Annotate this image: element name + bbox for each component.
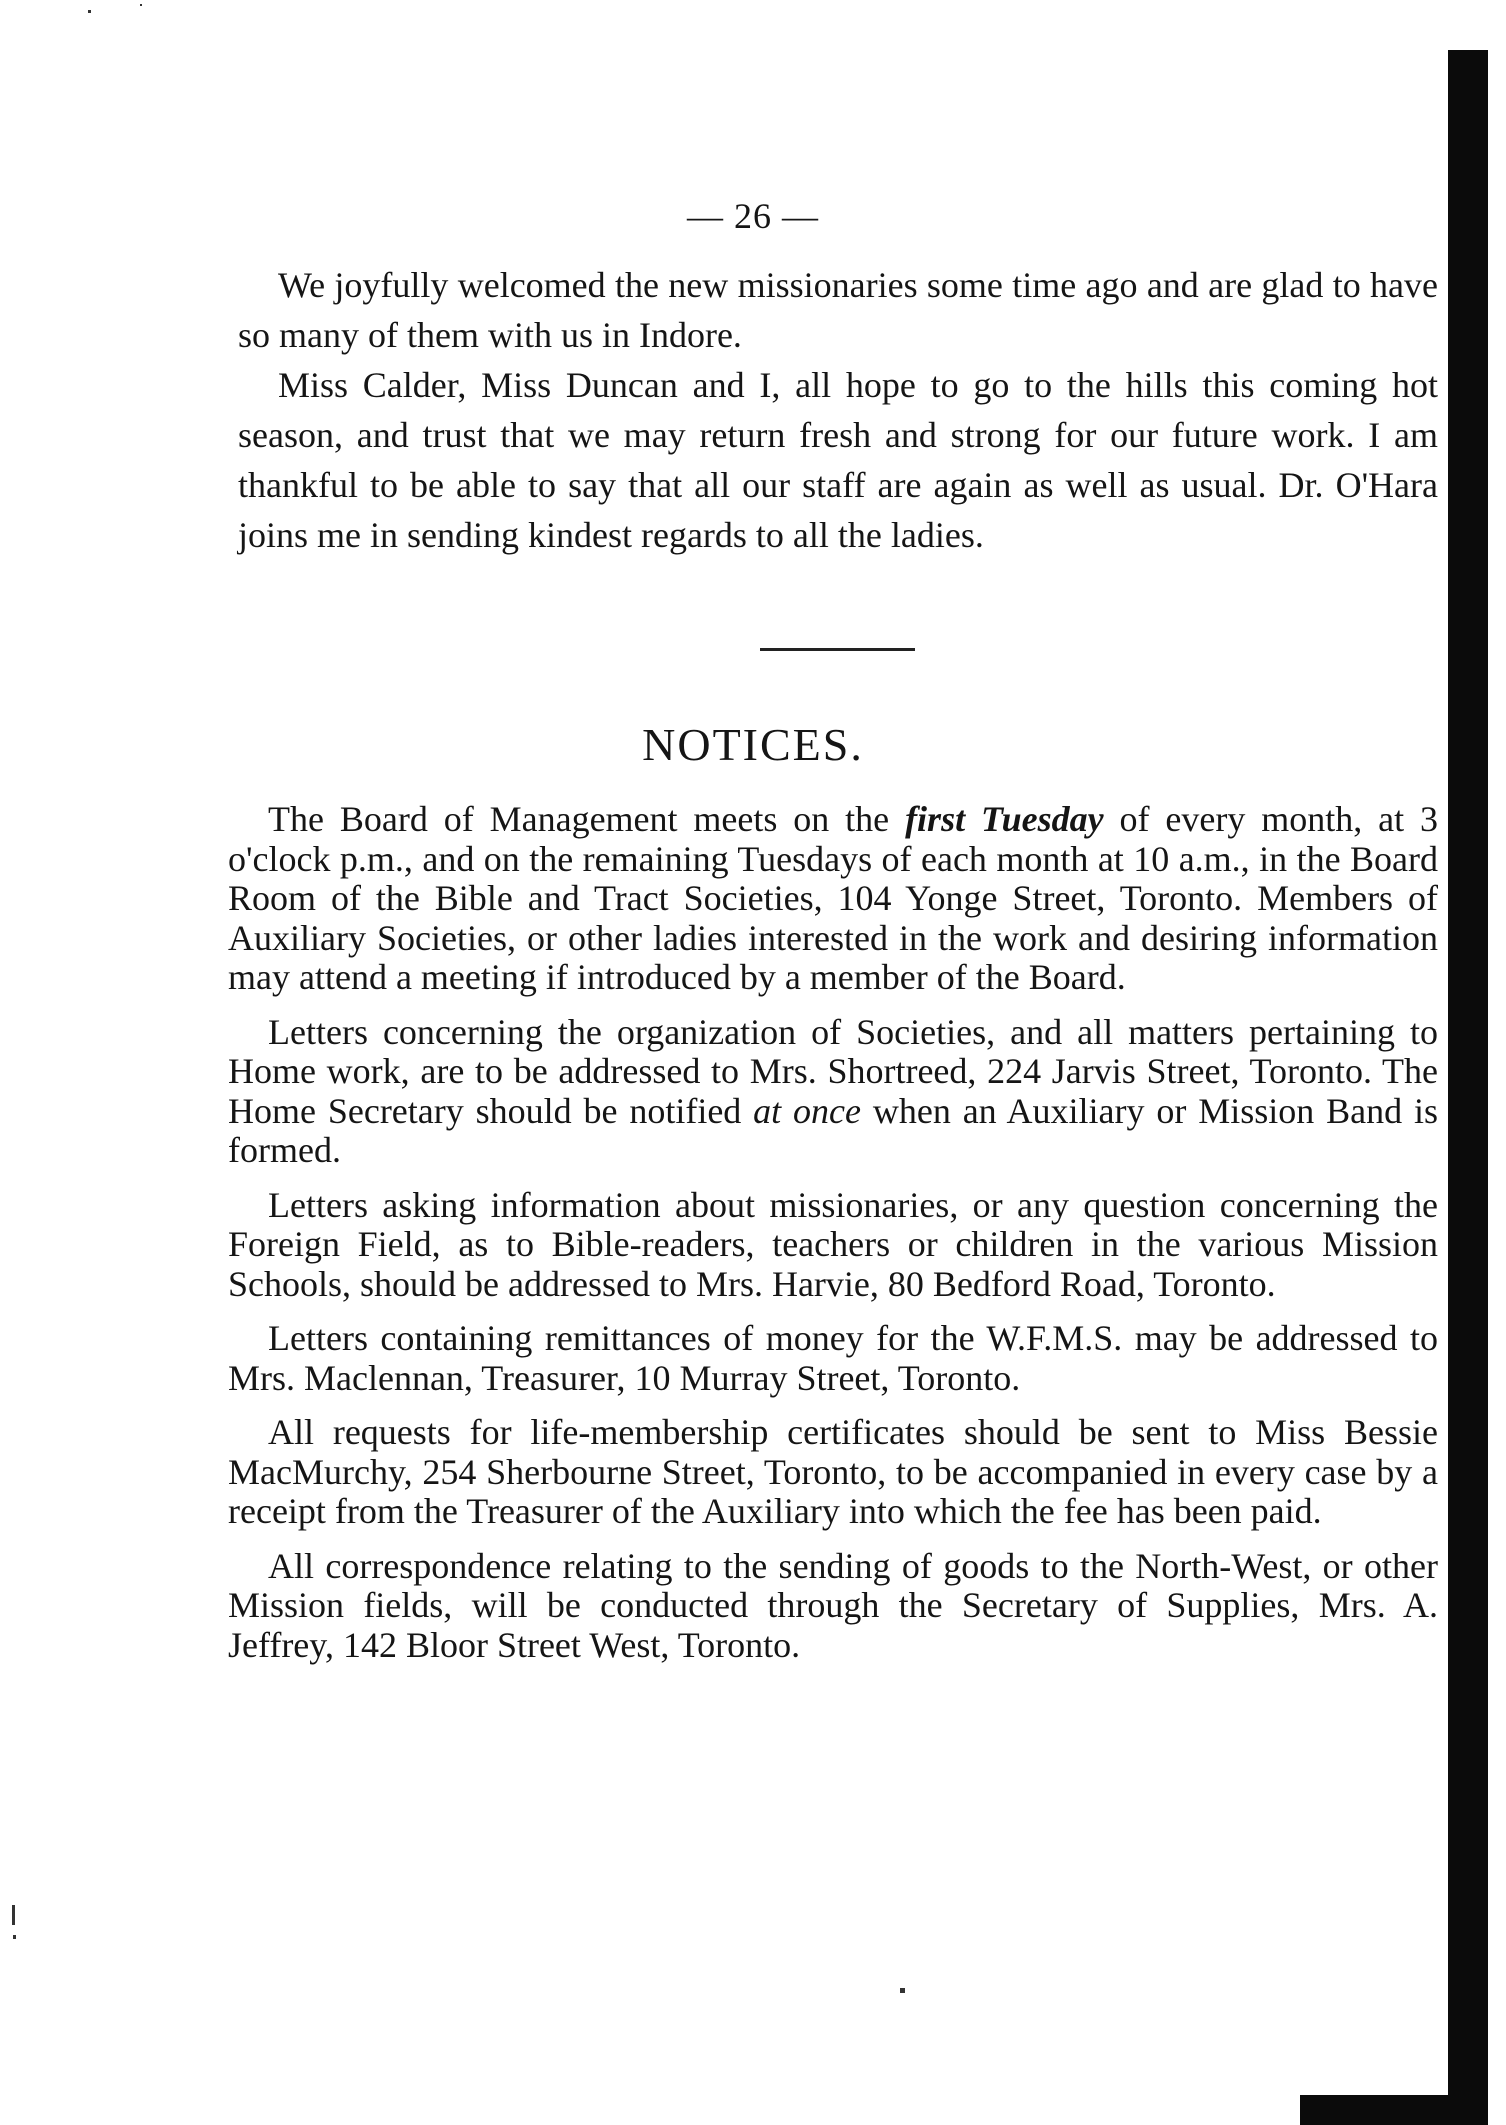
notice-text: of every month, at 3 o'clock p.m., and on the remaining Tuesdays of each month at 10 a.m., in the Board Room of the Bible and Tract Societies, 104 Yonge Street, Toronto. Members of Auxiliary Societies, or other ladies interested in the work and desiring information may attend a meeting if introduced by a member of the Board. xyxy=(228,799,1438,997)
notice-home-work xyxy=(228,1013,1438,1171)
page-number: — 26 — xyxy=(687,196,819,236)
notice-text: The Board of Management meets on the xyxy=(268,799,906,839)
page-corner-shadow xyxy=(1300,2095,1488,2125)
scan-speck xyxy=(13,1935,16,1939)
notice-life-membership: All requests for life-membership certificates should be sent to Miss Bessie MacMurchy, 254 Sherbourne Street, Toronto, to be accompanied in every case by a receipt from the Treasurer of the Auxiliary into which the fee has been paid. xyxy=(228,1412,1438,1531)
notice-missionaries: Letters asking information about missionaries, or any question concerning the Foreign Field, as to Bible-readers, teachers or children in the various Mission Schools, should be addressed to Mrs. Harvie, 80 Bedford Road, Toronto. xyxy=(228,1184,1438,1304)
notices-section xyxy=(228,800,1438,1665)
letter-paragraph: Miss Calder, Miss Duncan and I, all hope to go to the hills this coming hot season, and trust that we may return fresh and strong for our future work. I am thankful to be able to say that all our staff are again as well as usual. Dr. O'Hara joins me in sending kindest regards to all the ladies. xyxy=(238,365,1438,555)
page-edge-shadow xyxy=(1448,50,1488,2125)
notice-remittances: Letters containing remittances of money for the W.F.M.S. may be addressed to Mrs. Maclennan, Treasurer, 10 Murray Street, Toronto. xyxy=(228,1318,1438,1398)
letter-closing xyxy=(238,260,1438,560)
notice-board-meetings xyxy=(228,800,1438,998)
letter-paragraph: We joyfully welcomed the new missionaries some time ago and are glad to have so many of them with us in Indore. xyxy=(238,265,1438,355)
notice-emphasis: at once xyxy=(753,1090,861,1131)
notice-text: Letters concerning the organization of Societies, and all matters pertaining to Home work, are to be addressed to Mrs. Shortreed, 224 Jarvis Street, Toronto. The Home Secretary should be notified xyxy=(228,1011,1438,1131)
notices-heading: NOTICES. xyxy=(642,719,864,770)
notice-emphasis: first Tuesday xyxy=(905,799,1104,839)
scan-speck xyxy=(140,4,142,6)
section-divider xyxy=(760,648,915,651)
scan-speck xyxy=(900,1988,905,1993)
notice-text: when an Auxiliary or Mission Band is formed. xyxy=(228,1090,1438,1170)
scan-speck xyxy=(88,10,91,13)
scan-speck xyxy=(12,1905,15,1925)
notice-supplies: All correspondence relating to the sending of goods to the North-West, or other Mission fields, will be conducted through the Secretary of Supplies, Mrs. A. Jeffrey, 142 Bloor Street West, Toronto. xyxy=(228,1545,1438,1665)
